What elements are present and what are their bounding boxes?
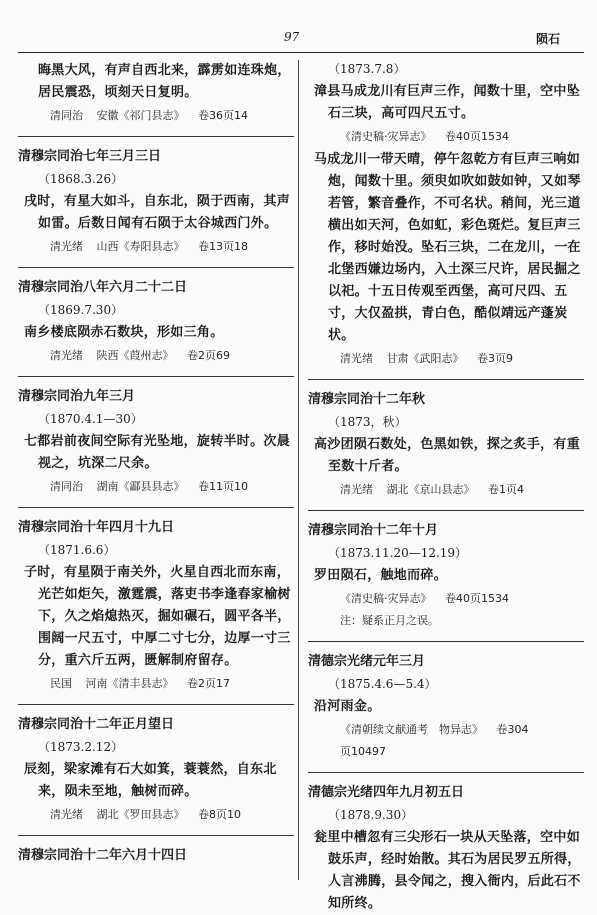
entry-body: 沿河雨金。 [314, 699, 381, 714]
entry-separator [308, 772, 584, 773]
entry-separator [18, 835, 294, 836]
entry-title: 清穆宗同治七年三月三日 [18, 149, 162, 164]
source-place: 安徽《祁门县志》 [96, 109, 185, 122]
entry-date: （1868.3.26） [38, 172, 124, 186]
entry-body-second: 马成龙川一带天晴，停午忽乾方有巨声三响如炮，闻数十里。须臾如吹如鼓如钟，又如琴若管，繁音叠作，不可名状。稍间，光三道横出如天河，色如虹，彩色斑烂。复巨声三作，移时始没。坠石三块，二在龙川，一在北堡西嫌边场内，入土深三尺许，居民掘之以祀。十五日传观至西堡，高可尺四、五寸，大仅盈拱，青白色，酷似靖远产蓬炭状。 [314, 152, 581, 343]
entry-title: 清德宗光绪四年九月初五日 [308, 785, 465, 800]
entry-separator [18, 704, 294, 705]
right-column [308, 60, 590, 915]
entry-date: （1875.4.6—5.4） [328, 677, 437, 691]
source-dynasty: 清光绪 [340, 483, 373, 496]
entry-1873-autumn [308, 388, 590, 500]
entry-date: （1870.4.1—30） [38, 412, 143, 426]
source-ref: 卷40页1534 [445, 592, 509, 605]
entry-body: 罗田陨石，触地而碎。 [314, 568, 448, 583]
entry-date: （1878.9.30） [328, 808, 414, 822]
source-ref: 卷2页69 [187, 349, 230, 362]
entry-source [50, 237, 300, 257]
entry-source [340, 720, 590, 740]
entry-body: 瓮里中槽忽有三尖形石一块从天坠落，空中如鼓乐声，经时始散。其石为居民罗五所得，人言沸腾，县令闻之，搜入衙内，后此石不知所终。 [314, 830, 581, 911]
entry-1875 [308, 650, 590, 762]
source-place: 甘肃《武阳志》 [386, 352, 464, 365]
source-ref: 卷3页9 [477, 352, 513, 365]
entry-title: 清穆宗同治十年四月十九日 [18, 520, 175, 535]
source-ref: 卷1页4 [488, 483, 524, 496]
page-number: 97 [284, 30, 300, 44]
source-dynasty: 清光绪 [340, 352, 373, 365]
entry-separator [18, 507, 294, 508]
entry-1868 [18, 145, 300, 257]
entry-date: （1873.2.12） [38, 740, 124, 754]
source-ref: 卷36页14 [198, 109, 248, 122]
source-ref: 卷11页10 [198, 480, 248, 493]
entry-1873-jul-cont [308, 60, 590, 369]
entry-title: 清穆宗同治九年三月 [18, 389, 136, 404]
entry-separator [18, 136, 294, 137]
entry-source-second [340, 349, 590, 369]
entry-source [340, 480, 590, 500]
entry-1873-feb [18, 713, 300, 825]
entry-source-cont: 页10497 [340, 745, 386, 758]
running-title: 陨石 [536, 32, 561, 46]
entry-date: （1873，秋） [328, 415, 407, 429]
entry-body: 南乡楼底陨赤石数块，形如三角。 [24, 325, 224, 340]
source-dynasty: 清光绪 [50, 240, 83, 253]
source-dynasty: 清同治 [50, 480, 83, 493]
entry-1873-oct [308, 519, 590, 631]
entry-separator [308, 510, 584, 511]
source-place: 陕西《葭州志》 [96, 349, 174, 362]
source-ref: 卷8页10 [198, 808, 241, 821]
entry-source [50, 805, 300, 825]
source-place: 《清史稿·灾异志》 [340, 592, 432, 605]
entry-source [50, 477, 300, 497]
source-dynasty: 民国 [50, 677, 72, 690]
source-place: 湖南《酃县县志》 [96, 480, 185, 493]
source-place: 山西《寿阳县志》 [96, 240, 185, 253]
entry-separator [308, 641, 584, 642]
source-place: 《清史稿·灾异志》 [340, 130, 432, 143]
source-place: 湖北《京山县志》 [386, 483, 475, 496]
entry-title: 清穆宗同治十二年十月 [308, 523, 439, 538]
source-ref: 卷40页1534 [445, 130, 509, 143]
entry-source [340, 589, 590, 609]
entry-title: 清德宗光绪元年三月 [308, 654, 426, 669]
entry-source [50, 346, 300, 366]
source-place: 《清朝续文献通考 物异志》 [340, 723, 483, 736]
entry-title: 清穆宗同治十二年六月十四日 [18, 848, 188, 863]
entry-title: 清穆宗同治十二年正月望日 [18, 717, 175, 732]
source-dynasty: 清光绪 [50, 808, 83, 821]
entry-body: 七都岩前夜间空际有光坠地，旋转半时。次晨视之，坑深二尺余。 [24, 434, 291, 471]
source-dynasty: 清光绪 [50, 349, 83, 362]
entry-1870 [18, 385, 300, 497]
entry-note: 注：疑系正月之误。 [340, 614, 439, 627]
source-ref: 卷304 [496, 723, 529, 736]
entry-body: 辰刻，梁家滩有石大如箕，蓑蓑然，自东北来，陨未至地，触树而碎。 [24, 762, 277, 799]
entry-title: 清穆宗同治八年六月二十二日 [18, 280, 188, 295]
entry-source [50, 674, 300, 694]
entry-body: 戌时，有星大如斗，自东北，陨于西南，其声如雷。后数日闻有石陨于太谷城西门外。 [24, 194, 291, 231]
entry-date: （1873.11.20—12.19） [328, 546, 468, 560]
entry-source [340, 127, 590, 147]
entry-body: 漳县马成龙川有巨声三作，闻数十里，空中坠石三块，高可四尺五寸。 [314, 84, 581, 121]
source-dynasty: 清同治 [50, 109, 83, 122]
left-column [18, 60, 300, 869]
header-rule [18, 52, 584, 53]
entry-1878 [308, 781, 590, 915]
entry-source [50, 106, 300, 126]
entry-continued [18, 60, 300, 126]
entry-1871 [18, 516, 300, 694]
entry-separator [18, 267, 294, 268]
entry-1869 [18, 276, 300, 366]
entry-body: 高沙团陨石数处，色黑如铁，探之炙手，有重至数十斤者。 [314, 437, 581, 474]
entry-body: 子时，有星陨于南关外，火星自西北而东南，光芒如炬矢，激霆震，落吏书李逢春家榆树下，久之焰熄热灭，掘如碾石，圆平各半，围阔一尺五寸，中厚二寸七分，边厚一寸三分，重六斤五两，匮解制府留存。 [24, 565, 291, 668]
source-ref: 卷2页17 [187, 677, 230, 690]
entry-body: 晦黑大风，有声自西北来，霹雳如连珠炮，居民震恐，顷刻天日复明。 [38, 63, 291, 100]
entry-1873-jul [18, 844, 300, 863]
entry-separator [18, 376, 294, 377]
entry-date: （1873.7.8） [328, 62, 406, 76]
source-place: 河南《清丰县志》 [85, 677, 174, 690]
entry-date: （1871.6.6） [38, 543, 116, 557]
entry-date: （1869.7.30） [38, 303, 124, 317]
entry-separator [308, 379, 584, 380]
entry-title: 清穆宗同治十二年秋 [308, 392, 426, 407]
source-ref: 卷13页18 [198, 240, 248, 253]
source-place: 湖北《罗田县志》 [96, 808, 185, 821]
